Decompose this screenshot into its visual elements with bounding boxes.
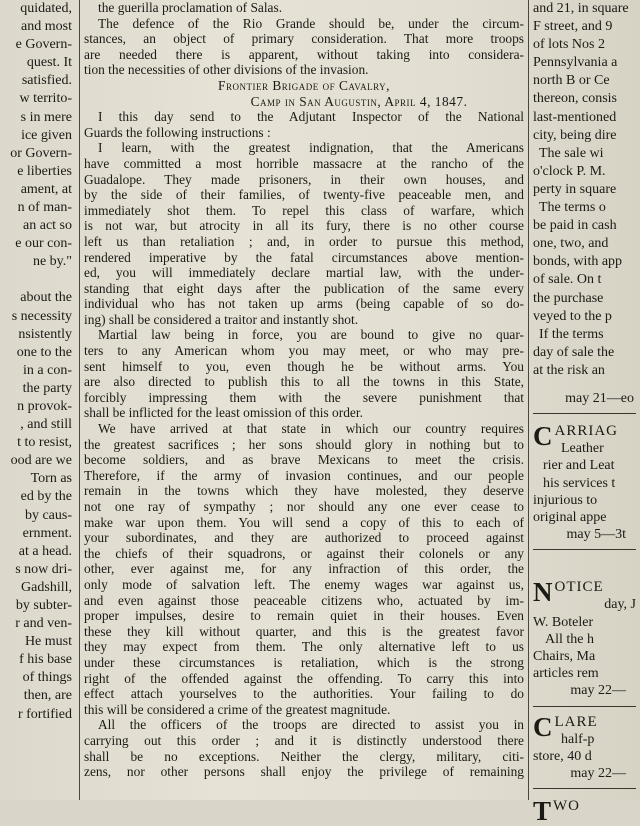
text-line: Therefore, if the army of invasion continues, and our people xyxy=(84,467,524,483)
text-line: day, J xyxy=(604,597,636,613)
text-line: original appe xyxy=(533,509,607,525)
text-line: and even against those peaceable citizens who, actuated by im- xyxy=(84,592,524,608)
text-line: satisfied. xyxy=(21,73,72,89)
text-line: The defence of the Rio Grande should be, under the circum- xyxy=(98,15,524,31)
text-line: his services t xyxy=(543,475,616,491)
text-line: zens, nor other persons shall enjoy the privilege of remaining xyxy=(84,764,524,780)
text-line: e liberties xyxy=(17,163,72,179)
text-line: He must xyxy=(24,634,72,650)
text-line: bonds, with app xyxy=(533,254,623,270)
ad-separator xyxy=(533,413,636,414)
text-line: Torn as xyxy=(30,471,72,487)
text-line: W. Boteler xyxy=(533,614,594,630)
text-line: at a head. xyxy=(18,543,72,559)
dispatch-body xyxy=(84,109,524,780)
text-line: shall be inflicted for the least omission of this order. xyxy=(84,405,363,421)
text-line: they may expect from them. The only alternative left to us xyxy=(84,639,524,655)
text-line: Gadshill, xyxy=(21,579,72,595)
text-line: by subter- xyxy=(15,598,72,613)
text-line: individual who has not taken up arms (being capable of so do- xyxy=(84,296,524,312)
text-line: these they kill without quarter, and this is the greatest favor xyxy=(84,623,524,639)
text-line: quidated, xyxy=(20,1,72,16)
paragraph-gap xyxy=(0,271,74,289)
ad-separator xyxy=(533,706,636,707)
text-line: are needed there is apparent, without taking into considera- xyxy=(84,46,524,62)
text-line: sent himself to you, even though he be without arms. You xyxy=(84,358,524,374)
main-article-column xyxy=(84,0,524,800)
carriage-ad xyxy=(533,422,640,543)
text-line: of things xyxy=(22,670,72,686)
text-line: effect attach yourselves to the authorities. Your failing to do xyxy=(84,686,524,702)
text-line: and most xyxy=(21,19,72,35)
text-line: injurious to xyxy=(533,492,598,508)
text-line: make war upon them. You will send a copy of this to each of xyxy=(84,514,524,530)
text-line: stances, an object of primary consideration. That more troops xyxy=(84,31,524,47)
text-line: may 22— xyxy=(570,683,626,699)
text-line: then, are xyxy=(23,688,72,704)
text-line: ed by the xyxy=(20,489,72,505)
text-line: ters to any American whom you may meet, or who may pre- xyxy=(84,343,524,359)
text-line: veyed to the p xyxy=(533,308,612,324)
left-column xyxy=(0,0,74,800)
text-line: ood are we xyxy=(10,453,72,469)
text-line: tion the necessities of other divisions of the invasion. xyxy=(84,62,369,78)
text-line: s necessity xyxy=(11,308,72,324)
text-line: e our con- xyxy=(15,236,72,252)
right-column-ads xyxy=(533,0,640,826)
text-line: at the risk an xyxy=(533,362,605,378)
text-line: carrying out this order ; and it is distinctly understood there xyxy=(84,732,524,748)
text-line: day of sale the xyxy=(533,344,615,360)
text-line: an act so xyxy=(23,218,72,234)
text-line: by caus- xyxy=(24,507,72,523)
notice-ad xyxy=(533,578,640,699)
text-line: ament, at xyxy=(20,181,72,197)
text-line: and 21, in square xyxy=(533,1,629,16)
text-line: F street, and 9 xyxy=(533,19,613,35)
text-line: only mode of salvation left. The enemy wages war against us, xyxy=(84,576,524,592)
dispatch-heading-brigade: Frontier Brigade of Cavalry, xyxy=(218,77,390,93)
text-line: the guerilla proclamation of Salas. xyxy=(98,0,283,15)
column-rule xyxy=(79,0,80,800)
carriage-title: ARRIAG xyxy=(554,423,619,440)
text-line: the party xyxy=(22,380,72,396)
text-line: is not war, but atrocity in all its fury, there is no other course xyxy=(84,218,524,234)
text-line: under these circumstances is retaliation, which is the strong xyxy=(84,654,524,670)
text-line: I this day send to the Adjutant Inspector of the National xyxy=(98,109,524,125)
text-line: city, being dire xyxy=(533,127,617,143)
text-line: last-mentioned xyxy=(533,109,617,125)
text-line: Pennsylvania a xyxy=(533,55,618,71)
text-line: Martial law being in force, you are bound to give no quar- xyxy=(98,327,524,343)
text-line: n provok- xyxy=(17,398,72,414)
two-ad xyxy=(533,797,640,825)
text-line: about the xyxy=(20,290,72,306)
text-line: one, two, and xyxy=(533,236,609,252)
notice-initial: N xyxy=(533,577,553,608)
text-line: e Govern- xyxy=(15,37,72,53)
text-line: your subordinates, and they are authorized to proceed against xyxy=(84,530,524,546)
text-line: in a con- xyxy=(23,362,72,378)
text-line: All the h xyxy=(545,631,594,647)
text-line: have committed a most horrible massacre at the rancho of the xyxy=(84,155,524,171)
text-line: one to the xyxy=(16,344,72,360)
text-line: o'clock P. M. xyxy=(533,163,606,179)
article-intro xyxy=(84,0,524,78)
claret-initial: C xyxy=(533,711,553,742)
text-line: left us than retaliation ; and, in order to pursue this method, xyxy=(84,233,524,249)
ad-separator xyxy=(533,549,636,550)
text-line: this will be considered a crime of the greatest magnitude. xyxy=(84,701,391,717)
notice-title: OTICE xyxy=(554,579,604,596)
text-line: are also directed to publish this to all the towns in this State, xyxy=(84,374,524,390)
text-line: We have arrived at that state in which our country requires xyxy=(98,421,524,437)
text-line: the greatest sacrifices ; her sons should glory in nothing but to xyxy=(84,436,524,452)
text-line: remain in the towns which they have molested, they deserve xyxy=(84,483,524,499)
text-line: , and still xyxy=(20,417,72,433)
text-line: shall be no exceptions. Neither the clergy, military, citi- xyxy=(84,748,524,764)
two-title: WO xyxy=(553,798,581,815)
text-line: north B or Ce xyxy=(533,73,610,89)
text-line: of sale. On t xyxy=(533,272,602,288)
text-line: The sale wi xyxy=(539,145,604,161)
text-line: the purchase xyxy=(533,290,604,306)
text-line: w territo- xyxy=(19,91,72,107)
text-line: nsistently xyxy=(18,326,72,342)
carriage-ad-body xyxy=(533,457,640,543)
text-line: not one ray of sympathy ; nor should any one ever cease to xyxy=(84,499,524,514)
dispatch-heading-camp: Camp in San Augustin, April 4, 1847. xyxy=(250,93,468,109)
text-line: f his base xyxy=(19,652,72,668)
text-line: immediately shot them. To repel this class of warfare, which xyxy=(84,202,524,218)
ad-separator xyxy=(533,788,636,789)
text-line: may 5—3t xyxy=(566,527,626,543)
carriage-initial: C xyxy=(533,421,553,452)
text-line: r fortified xyxy=(17,706,72,722)
text-line: ernment. xyxy=(22,525,72,541)
sale-notice xyxy=(533,0,640,380)
column-rule xyxy=(528,0,529,800)
text-line: The terms o xyxy=(539,200,606,216)
text-line: of lots Nos 2 xyxy=(533,37,605,53)
text-line: store, 40 d xyxy=(533,748,592,764)
text-line: ing) shall be considered a traitor and instantly shot. xyxy=(84,311,359,327)
text-line: Guadalope. They made prisoners, in their own houses, and xyxy=(84,171,524,187)
text-line: half-p xyxy=(561,731,595,747)
text-line: ice given xyxy=(21,127,72,143)
text-line: articles rem xyxy=(533,666,599,682)
text-line: forcibly impressing them with the severe punishment that xyxy=(84,389,524,405)
text-line: by the side of their families, of twenty-five peaceable men, and xyxy=(84,187,524,203)
text-line: be paid in cash xyxy=(533,218,617,234)
text-line: r and ven- xyxy=(15,616,72,632)
text-line: standing that eight days after the publication of the same every xyxy=(84,280,524,296)
claret-ad xyxy=(533,713,640,783)
text-line: Guards the following instructions : xyxy=(84,124,271,140)
text-line: the chiefs of their squadrons, or against their colonels or any xyxy=(84,545,524,561)
notice-ad-body xyxy=(533,596,640,699)
text-line: perty in square xyxy=(533,181,617,197)
text-line: t to resist, xyxy=(17,435,72,451)
text-line: rier and Leat xyxy=(543,458,615,474)
text-line: or Govern- xyxy=(10,145,72,161)
text-line: may 22— xyxy=(570,766,626,782)
text-line: s in mere xyxy=(20,109,72,125)
text-line: Chairs, Ma xyxy=(533,649,596,664)
text-line: I learn, with the greatest indignation, that the Americans xyxy=(98,140,524,156)
text-line: thereon, consis xyxy=(533,91,617,107)
text-line: All the officers of the troops are directed to assist you in xyxy=(98,717,524,733)
text-line: If the terms xyxy=(539,326,604,342)
text-line: proper impulses, desire to remain quiet in their houses. Even xyxy=(84,608,524,624)
text-line: n of man- xyxy=(17,200,72,216)
two-initial: T xyxy=(533,796,552,826)
text-line: rendered imperative by the fatal circumstances above mention- xyxy=(84,249,524,265)
text-line: quest. It xyxy=(26,55,72,71)
carriage-subtitle: Leather xyxy=(561,441,604,457)
text-line: become soldiers, and as brave Mexicans to meet the crisis. xyxy=(84,452,524,468)
text-line: s now dri- xyxy=(15,561,72,577)
text-line: other, ever against me, for any infraction of this order, the xyxy=(84,561,524,577)
claret-title: LARE xyxy=(554,713,598,730)
text-line: ne by." xyxy=(32,254,72,270)
text-line: ed, you will immediately declare martial law, with the under- xyxy=(84,265,524,281)
text-line: right of the offended against the offending. To carry this into xyxy=(84,670,524,686)
sale-notice-date: may 21—eo xyxy=(565,390,634,406)
